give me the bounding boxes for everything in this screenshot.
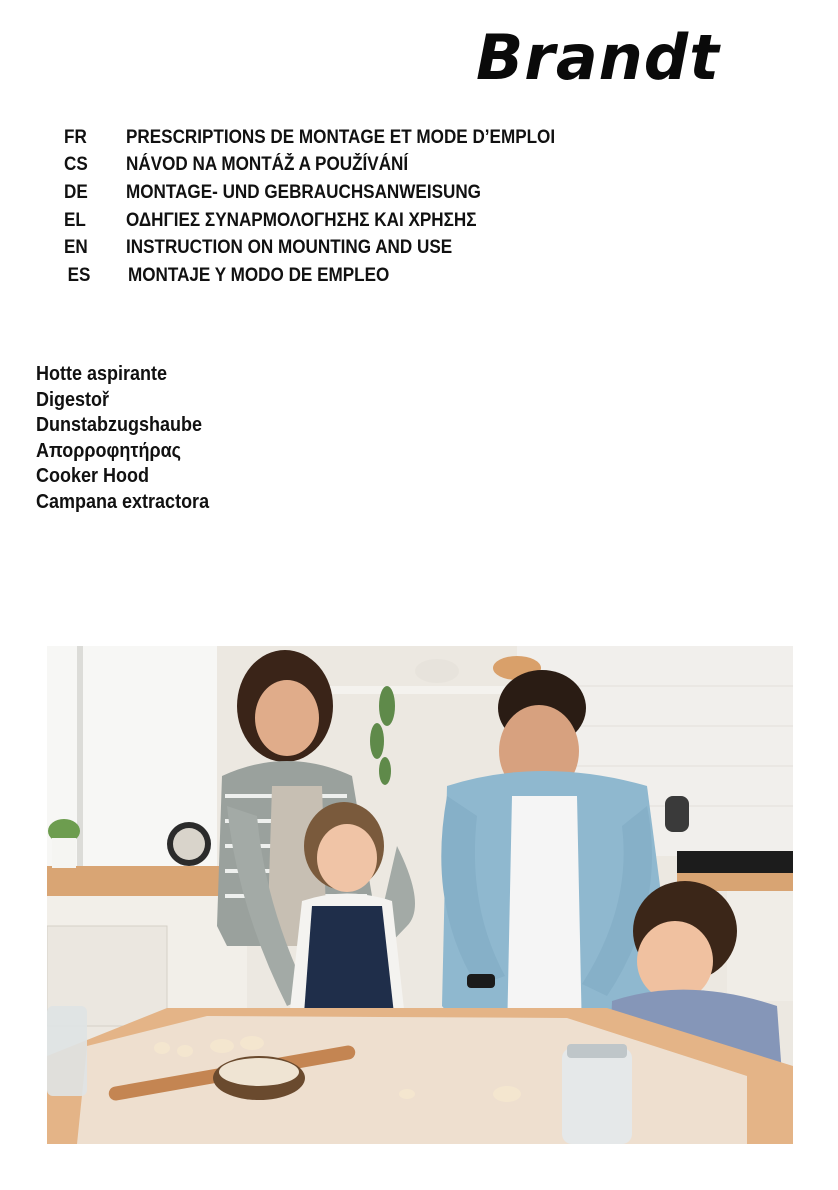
language-list (64, 124, 603, 290)
language-row-fr (64, 124, 603, 152)
language-title: ΟΔΗΓΙΕΣ ΣΥΝΑΡΜΟΛΟΓΗΣΗΣ ΚΑΙ ΧΡΗΣΗΣ (126, 209, 477, 231)
cover-photo-family-baking (47, 646, 793, 1144)
language-code: FR (64, 126, 87, 148)
language-title: PRESCRIPTIONS DE MONTAGE ET MODE D’EMPLOI (126, 126, 556, 148)
language-code: DE (64, 181, 88, 203)
product-name-es: Campana extractora (36, 490, 210, 513)
language-code: EL (64, 209, 86, 231)
language-title: MONTAGE- UND GEBRAUCHSANWEISUNG (126, 181, 481, 203)
product-name-fr: Hotte aspirante (36, 363, 168, 385)
language-code: CS (64, 154, 88, 176)
product-name-el: Απορροφητήρας (36, 439, 182, 462)
product-name-de: Dunstabzugshaube (36, 414, 203, 436)
language-code: ES (67, 264, 91, 286)
language-title: NÁVOD NA MONTÁŽ A POUŽÍVÁNÍ (126, 154, 409, 176)
brandt-logo: Brandt (476, 26, 720, 90)
language-row-de (64, 179, 603, 207)
language-row-cs (64, 152, 603, 180)
language-title: INSTRUCTION ON MOUNTING AND USE (126, 237, 453, 259)
product-name-en: Cooker Hood (36, 465, 150, 487)
language-title: MONTAJE Y MODO DE EMPLEO (128, 264, 390, 286)
product-name-cs: Digestoř (36, 388, 110, 411)
language-row-en (64, 234, 603, 262)
language-code: EN (64, 237, 88, 259)
language-row-el (64, 207, 603, 235)
language-row-es (64, 262, 603, 290)
product-name-list (36, 362, 228, 515)
